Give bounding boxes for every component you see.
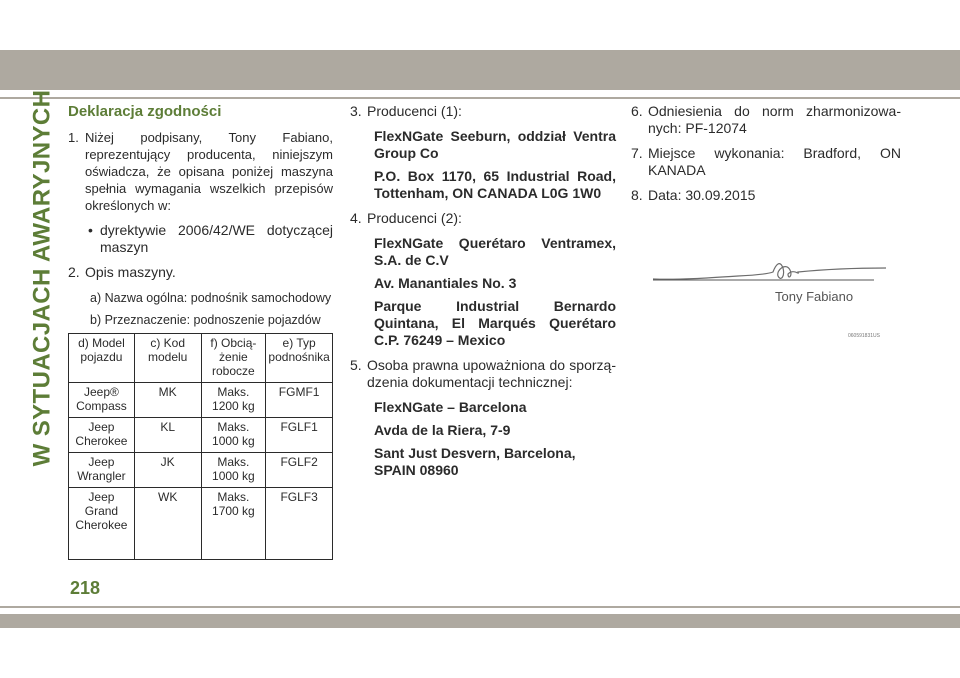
list-item-8 <box>631 187 901 204</box>
table-cell: Maks. 1700 kg <box>201 488 266 560</box>
address-line: FlexNGate – Barcelona <box>374 399 527 415</box>
item-text: Producenci (2): <box>367 210 462 226</box>
table-header-cell: f) Obciążenie robocze <box>201 334 266 383</box>
table-row <box>69 453 333 488</box>
table-cell: Jeep Wrangler <box>69 453 135 488</box>
table-row <box>69 418 333 453</box>
sub-item-b: b) Przeznaczenie: podnoszenie pojazdów <box>90 313 321 327</box>
table-cell: FGLF3 <box>266 488 333 560</box>
table-row <box>69 488 333 560</box>
section-heading: Deklaracja zgodności <box>68 103 222 120</box>
signature-image <box>648 246 898 346</box>
table-cell: Jeep Grand Cherokee <box>69 488 135 560</box>
item-text: Opis maszyny. <box>85 264 176 280</box>
item-text: Data: 30.09.2015 <box>648 187 756 203</box>
address-line: P.O. Box 1170, 65 Industrial Road, Tottenham, ON CANADA L0G 1W0 <box>374 168 616 201</box>
table-header-cell: e) Typ podnośnika <box>266 334 333 383</box>
bullet-mark: • <box>88 222 93 238</box>
item-number: 7. <box>631 145 643 161</box>
table-row <box>69 383 333 418</box>
item-text: Miejsce wykonania: Bradford, ON KANADA <box>648 145 901 178</box>
list-item-4 <box>350 210 616 227</box>
address-line: Parque Industrial Bernardo Quintana, El Marqués Querétaro C.P. 76249 – Mexico <box>374 298 616 348</box>
table-cell: FGLF1 <box>266 418 333 453</box>
footer-rule <box>0 606 960 608</box>
table-cell: Maks. 1000 kg <box>201 418 266 453</box>
table-cell: Jeep® Compass <box>69 383 135 418</box>
table-header-cell: d) Model pojazdu <box>69 334 135 383</box>
list-item-7 <box>631 145 901 179</box>
section-sidebar <box>27 89 57 467</box>
item-text: Odniesienia do norm zharmonizowanych: PF-12074 <box>648 103 901 136</box>
table-cell: MK <box>134 383 201 418</box>
list-item-2 <box>68 264 333 281</box>
table-header-row <box>69 334 333 383</box>
column-1 <box>68 103 333 560</box>
sub-item-a: a) Nazwa ogólna: podnośnik samochodowy <box>90 291 332 305</box>
column-2 <box>350 103 616 485</box>
vehicle-table <box>68 333 333 560</box>
table-cell: FGMF1 <box>266 383 333 418</box>
column-3 <box>631 103 901 212</box>
list-item-1 <box>68 129 333 214</box>
image-code: 060591831US <box>848 333 880 339</box>
table-cell: Maks. 1200 kg <box>201 383 266 418</box>
section-sidebar-label: W SYTUACJACH AWARYJNYCH <box>28 89 56 467</box>
address-line: FlexNGate Querétaro Ventramex, S.A. de C.V <box>374 235 616 268</box>
table-cell: KL <box>134 418 201 453</box>
page-number: 218 <box>70 578 101 598</box>
item-number: 5. <box>350 357 362 373</box>
address-line: Avda de la Riera, 7-9 <box>374 422 511 438</box>
item-number: 2. <box>68 264 80 280</box>
item-number: 6. <box>631 103 643 119</box>
signatory-name: Tony Fabiano <box>775 289 854 304</box>
table-cell: Maks. 1000 kg <box>201 453 266 488</box>
list-item-6 <box>631 103 901 137</box>
address-line: Av. Manantiales No. 3 <box>374 275 517 291</box>
item-number: 4. <box>350 210 362 226</box>
table-cell: WK <box>134 488 201 560</box>
item-text: Niżej podpisany, Tony Fabiano, reprezentujący producenta, niniejszym oświadcza, że opisana poniżej maszyna spełnia wymagania wszelkich przepisów określonych w: <box>85 130 333 213</box>
list-item-5 <box>350 357 616 391</box>
list-item-3 <box>350 103 616 120</box>
item-text: Osoba prawna upoważniona do sporządzenia dokumentacji technicznej: <box>367 357 616 390</box>
footer-band <box>0 614 960 628</box>
signature-stroke <box>653 264 886 280</box>
item-number: 8. <box>631 187 643 203</box>
table-cell: FGLF2 <box>266 453 333 488</box>
bullet-item <box>88 222 333 256</box>
item-number: 3. <box>350 103 362 119</box>
item-number: 1. <box>68 130 79 145</box>
address-line: FlexNGate Seeburn, oddział Ventra Group Co <box>374 128 616 161</box>
table-cell: Jeep Cherokee <box>69 418 135 453</box>
item-text: Producenci (1): <box>367 103 462 119</box>
address-line: Sant Just Desvern, Barcelona, SPAIN 08960 <box>374 445 576 478</box>
header-rule <box>0 97 960 99</box>
table-header-cell: c) Kod modelu <box>134 334 201 383</box>
table-cell: JK <box>134 453 201 488</box>
bullet-text: dyrektywie 2006/42/WE dotyczącej maszyn <box>100 222 333 255</box>
header-band <box>0 50 960 90</box>
